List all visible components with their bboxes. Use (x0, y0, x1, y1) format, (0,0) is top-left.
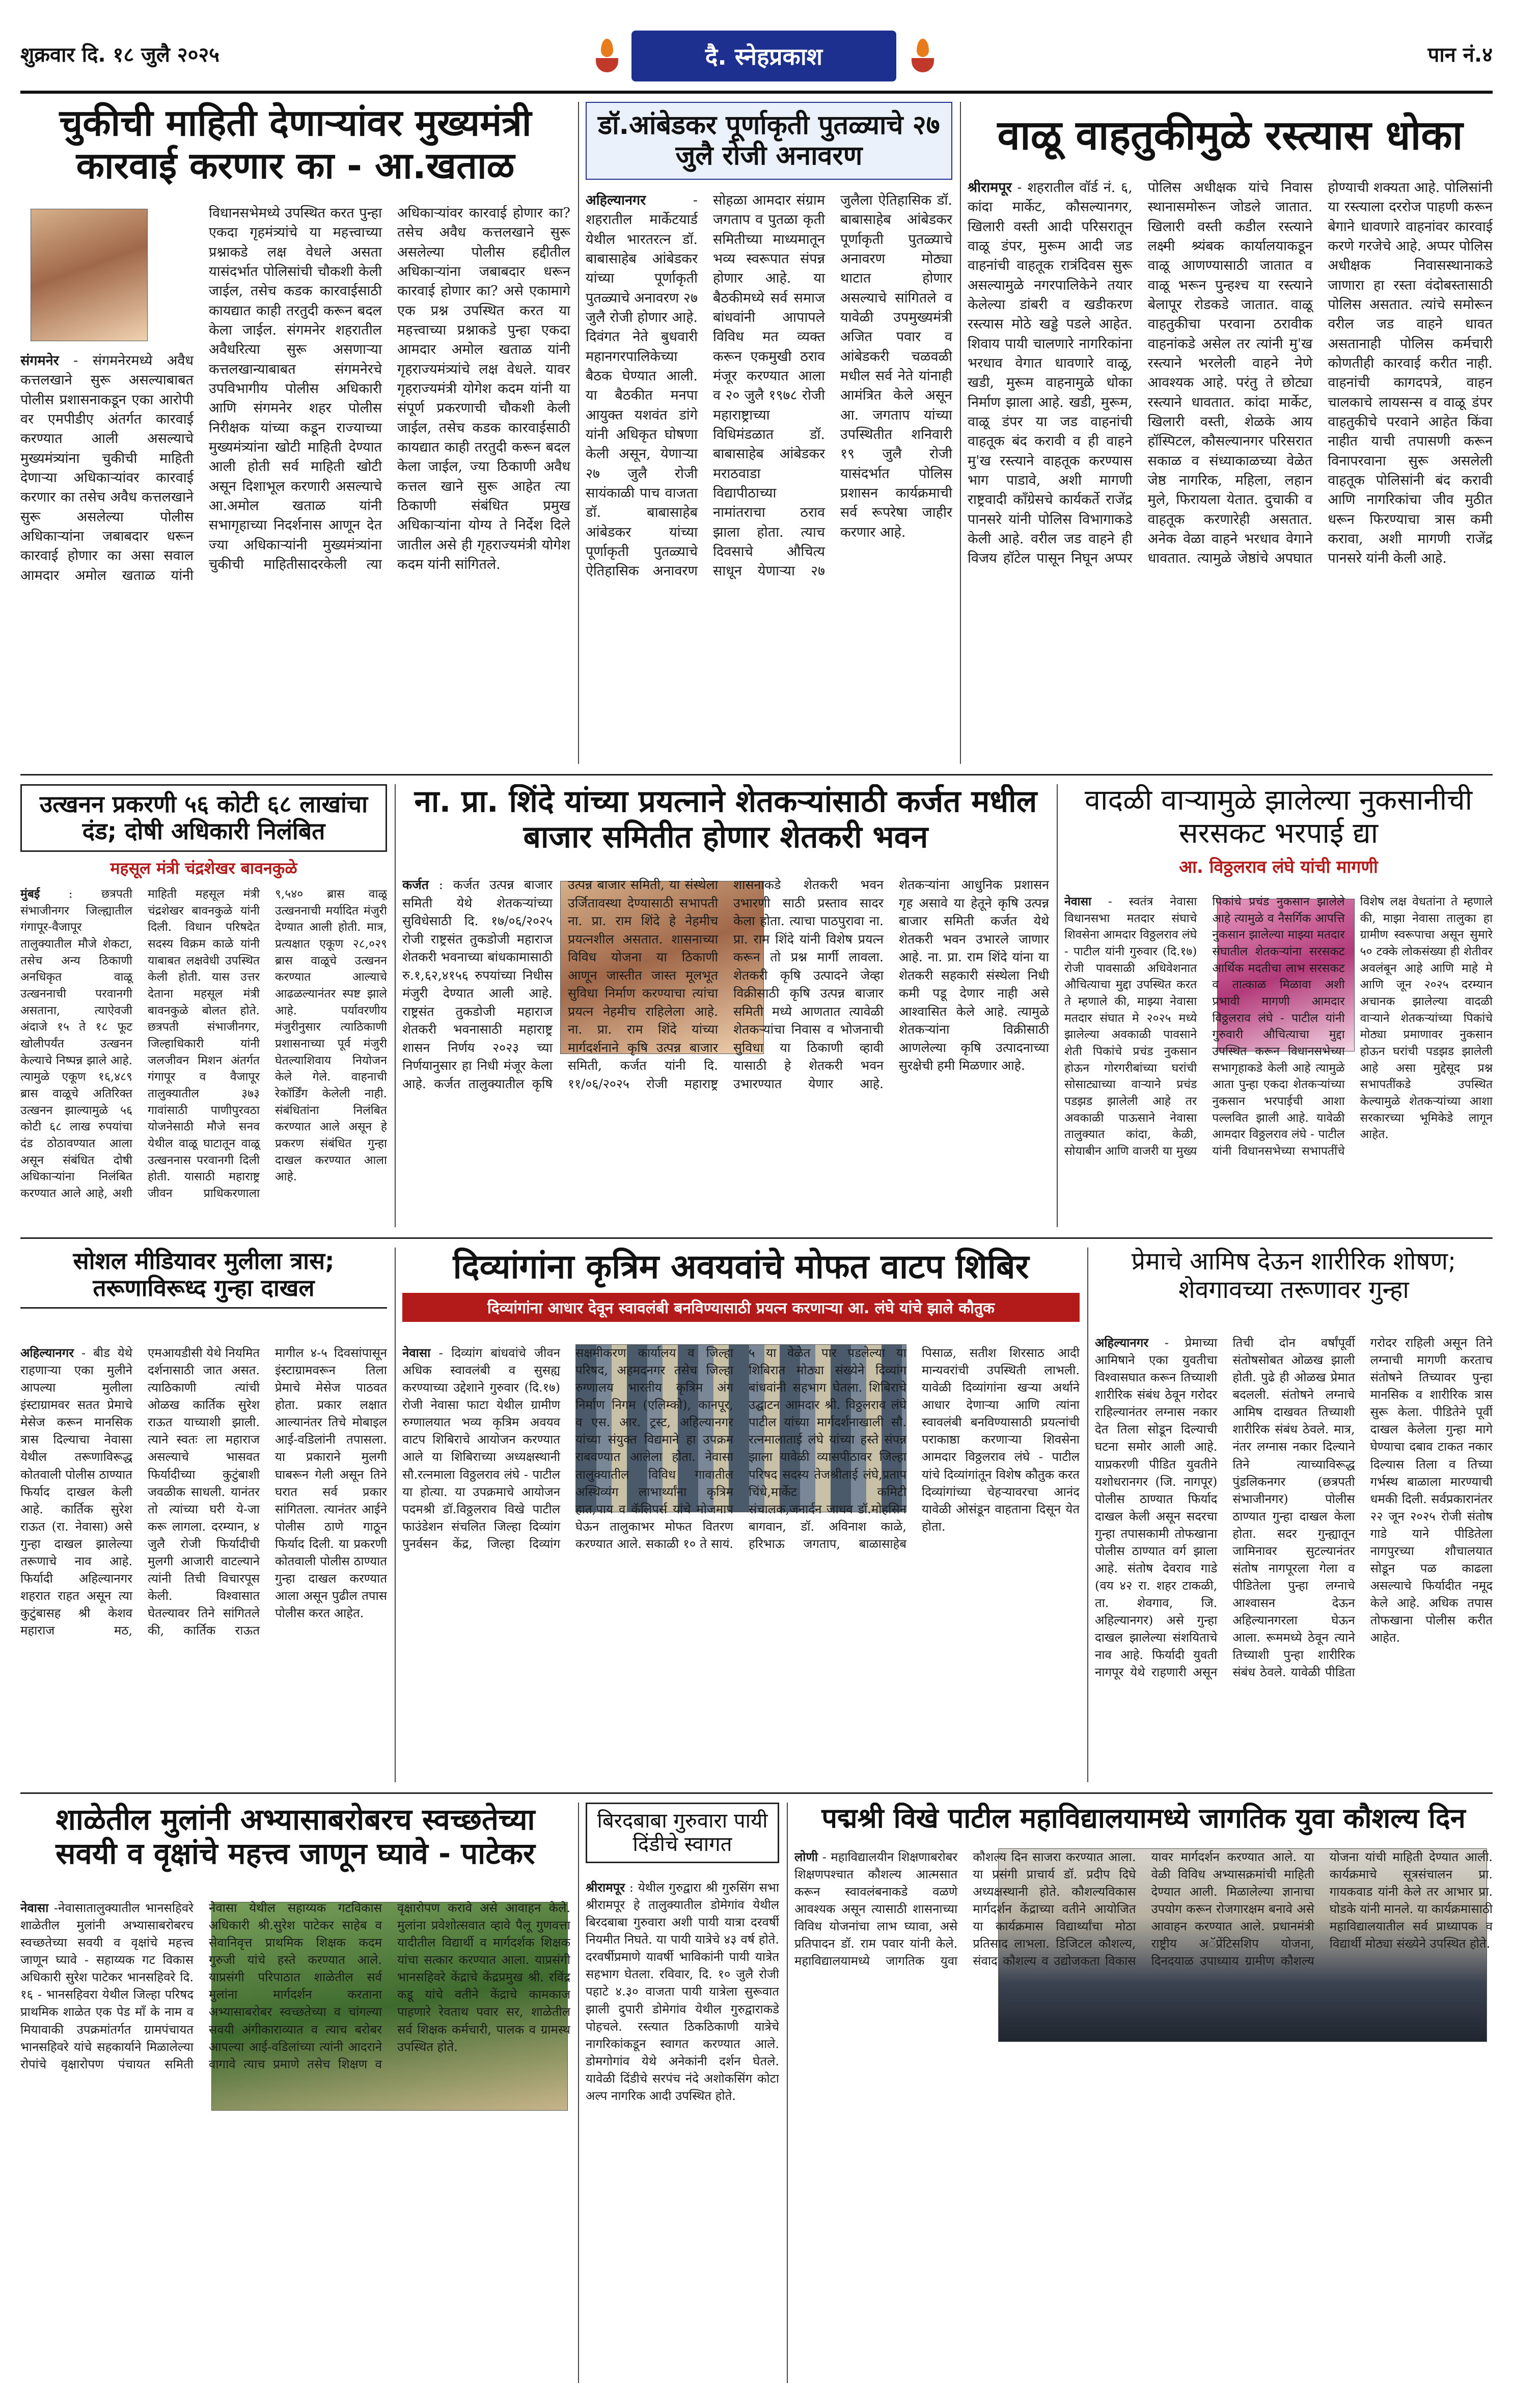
story-text: - शहरातील वॉर्ड नं. ६, कांदा मार्केट, कौसल्यानगर, खिलारी वस्ती आदी परिसरातून वाळू डंपर, मुरूम आदी जड वाहनांची वाहतूक रात्रंदिवस सुरू असल्यामुळे नगरपालिकेने तयार केलेल्या डांबरी व खडीकरण रस्त्यास मोठे खड्डे पडले आहेत. शिवाय पायी चालणारे नागरिकांना भरधाव वेगात धावणारे वाळू, खडी, मुरूम वाहनामुळे धोका निर्माण झाला आहे. खडी, मुरूम, वाळू डंपर या जड वाहनांची वाहतूक बंद करावी व ही वाहने मु'ख रस्त्याने वाहतूक करण्यास भाग पाडावे, अशी मागणी राष्ट्रवादी काँग्रेसचे कार्यकर्ते राजेंद्र पानसरे यांनी पोलिस विभागाकडे केली आहे. वरील जड वाहने ही विजय हॉटेल पासून निघून अप्पर पोलिस अधीक्षक यांचे निवास स्थानासमोरून जोडले जातात. खिलारी वस्ती कडील रस्त्याने लक्ष्मी श्र्यंबक कार्यालयाकडून वाळू आणण्यासाठी जातात व वाळू भरून पुन्हश्च या रस्त्याने बेलापूर रोडकडे जातात. वाळू वाहतुकीचा परवाना ठरावीक वाहनांकडे असेल तर त्यांनी मु'ख रस्त्याने भरलेली वाहने नेणे आवश्यक आहे. परंतु ते छोट्या रस्त्याने धावतात. कांदा मार्केट, खिलारी वस्ती, शेळके आय हॉस्पिटल, कौसल्यानगर परिसरात सकाळ व संध्याकाळच्या वेळेत जेष्ठ नागरिक, महिला, लहान मुले, फिरायला येतात. दुचाकी व वाहतूक करणारेही असतात. अनेक वेळा वाहने भरधाव वेगाने धावतात. त्यामुळे जेष्ठांचे अपघात होण्याची शक्यता आहे. पोलिसांनी या रस्त्याला दररोज पाहणी करून बेगाने धावणारे वाहनांवर कारवाई करणे गरजेचे आहे. अप्पर पोलिस अधीक्षक निवासस्थानाकडे जाणारा हा रस्ता वंदोबस्तासाठी पोलिस असतात. त्यांचे समोरून वरील जड वाहने धावत असतानाही पोलिस कर्मचारी कोणतीही कारवाई करीत नाही. वाहनांची कागदपत्रे, वाहन चालकाचे लायसन्स व वाळू डंपर वाहतुकीचे परवाने आहेत किंवा नाहीत याची तपासणी करून विनापरवाना सुरू असलेली वाहतूक पोलिसांनी बंद करावी आणि नागरिकांचा जीव मुठीत धरून फिरण्याचा त्रास कमी करावा, अशी मागणी राजेंद्र पानसरे यांनी केली आहे. (968, 180, 1493, 567)
story-headline: प्रेमाचे आमिष देऊन शारीरिक शोषण; शेवगावच्या तरूणावर गुन्हा (1131, 1248, 1456, 1304)
section-rule (20, 1792, 1493, 1794)
story-body (794, 1848, 1493, 2383)
story-headline: बिरदबाबा गुरुवारा पायी दिंडीचे स्वागत (586, 1803, 779, 1863)
column-rule (960, 102, 961, 764)
dateline: नेवासा (402, 1346, 431, 1360)
story-youth-skills-day (794, 1803, 1493, 2388)
column-rule (1057, 784, 1058, 1227)
story-text: : छत्रपती संभाजीनगर जिल्ह्यातील गंगापूर-वैजापूर तालुक्यातील मौजे शेकटा, तसेच अन्य ठिकाणी अनधिकृत वाळू उत्खननाची परवानगी असताना, त्याऐवजी अंदाजे १५ ते १८ फूट खोलीपर्यंत उत्खनन केल्याचे निष्पन्न झाले आहे. त्यामुळे एकूण १६,४८९ ब्रास वाळूचे अतिरिक्त उत्खनन झाल्यामुळे ५६ कोटी ६८ लाख रुपयांचा दंड ठोठावण्यात आला असून संबंधित दोषी अधिकाऱ्यांना निलंबित करण्यात आले आहे, अशी माहिती महसूल मंत्री चंद्रशेखर बावनकुळे यांनी दिली. विधान परिषदेत सदस्य विक्रम काळे यांनी याबाबत लक्षवेधी उपस्थित केली होती. यास उत्तर देताना महसूल मंत्री बावनकुळे बोलत होते. छत्रपती संभाजीनगर, जिल्हाधिकारी यांनी जलजीवन मिशन अंतर्गत गंगापूर व वैजापूर तालुक्यातील ३७३ गावांसाठी पाणीपुरवठा योजनेसाठी मौजे सनव येथील वाळू घाटातून वाळू उत्खननास परवानगी दिली होती. यासाठी महाराष्ट्र जीवन प्राधिकरणाला ९,५४० ब्रास वाळू उत्खननाची मर्यादित मंजुरी देण्यात आली होती. मात्र, प्रत्यक्षात एकूण २८,०२९ ब्रास वाळूचे उत्खनन करण्यात आल्याचे आढळल्यानंतर स्पष्ट झाले आहे. पर्यावरणीय मंजुरीनुसार त्याठिकाणी प्रशासनाच्या पूर्व मंजुरी घेतल्याशिवाय नियोजन केले गेले. वाहनाची रेकॉर्डिंग केलेली नाही. संबंधितांना निलंबित करण्यात आले असून हे प्रकरण संबंधित गुन्हा दाखल करण्यात आला आहे. (20, 888, 387, 1200)
section-rule (20, 774, 1493, 776)
column-rule (578, 102, 579, 764)
story-body (402, 876, 1049, 1227)
story-subheadline: आ. विठ्ठलराव लंघे यांची मागणी (1179, 856, 1378, 877)
story-storm-damage (1064, 784, 1493, 1232)
story-subheadline: महसूल मंत्री चंद्रशेखर बावनकुळे (110, 858, 297, 878)
dateline: नेवासा (1064, 895, 1092, 908)
column-rule (395, 784, 396, 1227)
story-body (20, 886, 387, 1227)
story-prosthetics-camp (402, 1248, 1080, 1787)
story-headline: डॉ.आंबेडकर पूर्णाकृती पुतळ्याचे २७ जुलै रोजी अनावरण (586, 102, 952, 180)
story-headline: दिव्यांगांना कृत्रिम अवयवांचे मोफत वाटप शिबिर (453, 1248, 1029, 1286)
masthead (20, 31, 1493, 87)
story-headline: पद्मश्री विखे पाटील महाविद्यालयामध्ये जागतिक युवा कौशल्य दिन (821, 1803, 1466, 1834)
column-rule (395, 1248, 396, 1782)
story-text: - शहरातील मार्केटयार्ड येथील भारतरत्न डॉ. बाबासाहेब आंबेडकर यांच्या पूर्णाकृती पुतळ्याचे अनावरण २७ जुलै रोजी होणार आहे. दिवंगत नेते बुधवारी महानगरपालिकेच्या बैठक घेण्यात आली. या बैठकीत मनपा आयुक्त यशवंत डांगे यांनी अधिकृत घोषणा केली असून, येणाऱ्या २७ जुलै रोजी सायंकाळी पाच वाजता डॉ. बाबासाहेब आंबेडकर यांच्या पूर्णाकृती पुतळ्याचे ऐतिहासिक अनावरण सोहळा आमदार संग्राम जगताप व पुतळा कृती समितीच्या माध्यमातून भव्य स्वरूपात संपन्न होणार आहे. या बैठकीमध्ये सर्व समाज बांधवांनी आपापले विविध मत व्यक्त करून एकमुखी ठराव मंजूर करण्यात आला व २० जुलै १९७८ रोजी महाराष्ट्राच्या विधिमंडळात डॉ. बाबासाहेब आंबेडकर मराठवाडा विद्यापीठाच्या नामांतराचा ठराव झाला होता. त्याच दिवसाचे औचित्य साधून येणाऱ्या २७ जुलैला ऐतिहासिक डॉ. बाबासाहेब आंबेडकर पूर्णाकृती पुतळ्याचे अनावरण मोठ्या थाटात होणार असल्याचे सांगितले व यावेळी उपमुख्यमंत्री अजित पवार व आंबेडकरी चळवळी मधील सर्व नेते यांनाही आमंत्रित केले असून आ. जगताप यांच्या उपस्थितीत शनिवारी १९ जुलै रोजी यासंदर्भात पोलिस प्रशासन कार्यक्रमाची सर्व रूपरेषा जाहीर करणार आहे. (586, 192, 952, 579)
story-body (586, 191, 952, 761)
story-headline: शाळेतील मुलांनी अभ्यासाबरोबरच स्वच्छतेच्या सवयी व वृक्षांचे महत्त्व जाणून घ्यावे - पाटेकर (56, 1803, 535, 1871)
story-headline: सोशल मीडियावर मुलीला त्रास; तरूणाविरूध्द गुन्हा दाखल (20, 1248, 387, 1309)
story-sand-transport (968, 102, 1493, 769)
story-headline: ना. प्रा. शिंदे यांच्या प्रयत्नाने शेतकऱ्यांसाठी कर्जत मधील बाजार समितीत होणार शेतकरी भवन (414, 784, 1037, 855)
lamp-icon (912, 39, 934, 75)
story-ambedkar (586, 102, 952, 769)
issue-date: शुक्रवार दि. १८ जुलै २०२५ (20, 43, 219, 67)
column-rule (1087, 1248, 1088, 1782)
story-body (20, 1344, 387, 1782)
story-dindi (586, 1803, 779, 2388)
story-headline: वादळी वाऱ्यामुळे झालेल्या नुकसानीची सरसकट भरपाई द्या (1084, 784, 1473, 850)
story-school-cleanliness (20, 1803, 570, 2388)
lamp-icon (596, 39, 618, 75)
story-body (586, 1879, 779, 2383)
story-social-media (20, 1248, 387, 1787)
story-body (20, 204, 570, 764)
column-rule (578, 1803, 579, 2383)
dateline: श्रीरामपूर (586, 1880, 625, 1895)
story-body (1064, 894, 1493, 1227)
dateline: अहिल्यानगर (1095, 1336, 1149, 1350)
story-khatal (20, 102, 570, 769)
story-excavation (20, 784, 387, 1232)
dateline: लोणी (794, 1850, 818, 1864)
dateline: कर्जत (402, 877, 429, 892)
story-text: -नेवासातालुक्यातील भानसहिवरे शाळेतील मुलांनी अभ्यासाबरोबरच स्वच्छतेच्या सवयी व वृक्षांचे महत्त्व जाणून घ्यावे - सहाय्यक गट विकास अधिकारी सुरेश पाटेकर भानसहिवरे दि. १६ - भानसहिवरा येथील जिल्हा परिषद प्राथमिक शाळेत एक पेड माँ के नाम व मियावाकी उपक्रमांतर्गत ग्रामपंचायत भानसहिवरे यांचे सहकार्याने मिळालेल्या रोपांचे वृक्षारोपण पंचायत समिती नेवासा येथील सहाय्यक गटविकास अधिकारी श्री.सुरेश पाटेकर साहेब व सेवानिवृत्त प्राथमिक शिक्षक कदम गुरुजी यांचे हस्ते करण्यात आले. याप्रसंगी परिपाठात शाळेतील सर्व मुलांना मार्गदर्शन करताना अभ्यासाबरोबर स्वच्छतेच्या व चांगल्या सवयी अंगीकाराव्यात व त्याच बरोबर आपल्या आई-वडिलांच्या त्यांनी आदराने वागावे त्याच प्रमाणे तसेच शिक्षण व वृक्षारोपण करावे असे आवाहन केले. मुलांना प्रवेशोत्सवात व्हावे पैलू गुणवत्ता यादीतील विद्यार्थी व मार्गदर्शक शिक्षक यांचा सत्कार करण्यात आला. याप्रसंगी भानसहिवरे केंद्राचे केंद्रप्रमुख श्री. रविंद्र कडू यांचे वतीने केंद्राचे कामकाज पाहणारे रेवताथ पवार सर, शाळेतील सर्व शिक्षक कर्मचारी, पालक व ग्रामस्थ उपस्थित होते. (20, 1901, 570, 2071)
story-headline: वाळू वाहतुकीमुळे रस्त्यास धोका (997, 112, 1463, 159)
newspaper-name: दै. स्नेहप्रकाश (705, 43, 823, 70)
story-text: - संगमनेरमध्ये अवैध कत्तलखाने सुरू असल्याबाबत पोलीस प्रशासनाकडून एका आरोपी वर एमपीडीए अंतर्गत कारवाई करण्यात आली असल्याचे मुख्यमंत्र्यांना चुकीची माहिती देणाऱ्या अधिकाऱ्यांवर कारवाई करणार का तसेच अवैध कत्तलखाने सुरू असलेल्या पोलीस अधिकाऱ्यांना जबाबदार धरून कारवाई होणार का असा सवाल आमदार अमोल खताळ यांनी विधानसभेमध्ये उपस्थित करत पुन्हा एकदा गृहमंत्र्यांचे या महत्त्वाच्या प्रश्नाकडे लक्ष वेधले असता यासंदर्भात पोलिसांची चौकशी केली जाईल, तसेच कडक कारवाईसाठी कायद्यात काही तरतुदी करून बदल केला जाईल. संगमनेर शहरातील अवैधरित्या सुरू असणाऱ्या कत्तलखान्याबाबत संगमनेरचे उपविभागीय पोलीस अधिकारी आणि संगमनेर शहर पोलीस निरीक्षक यांच्या कडून राज्याच्या मुख्यमंत्र्यांना खोटी माहिती देण्यात आली होती सर्व माहिती खोटी असून दिशाभूल करणारी असल्याचे आ.अमोल खताळ यांनी सभागृहाच्या निदर्शनास आणून देत ज्या अधिकाऱ्यांनी मुख्यमंत्र्यांना चुकीची माहितीसादरकेली त्या अधिकाऱ्यांवर कारवाई होणार का? तसेच अवैध कत्तलखाने सुरू असलेल्या पोलीस हद्दीतील अधिकाऱ्यांना जबाबदार धरून कारवाई होणार का? असे एकामागे एक प्रश्न उपस्थित करत या महत्त्वाच्या प्रश्नाकडे पुन्हा एकदा आमदार अमोल खताळ यांनी गृहराज्यमंत्र्यांचे लक्ष वेधले. यावर गृहराज्यमंत्री योगेश कदम यांनी या संपूर्ण प्रकरणाची चौकशी केली जाईल, तसेच कडक कारवाईसाठी कायद्यात काही तरतुदी करून बदल केला जाईल, ज्या ठिकाणी अवैध कत्तल खाने सुरू आहेत त्या ठिकाणी संबंधित प्रमुख अधिकाऱ्यांना योग्य ते निर्देश दिले जातील असे ही गृहराज्यमंत्री योगेश कदम यांनी सांगितले. (20, 205, 570, 584)
dateline: संगमनेर (20, 353, 59, 369)
page-number: पान नं.४ (1427, 43, 1493, 67)
story-headline: चुकीची माहिती देणाऱ्यांवर मुख्यमंत्री कारवाई करणार का - आ.खताळ (59, 102, 532, 187)
column-rule (787, 1803, 788, 2383)
dateline: श्रीरामपूर (968, 180, 1012, 196)
story-text: - प्रेमाच्या आमिषाने एका युवतीचा विश्वासघात करून तिच्याशी शारीरिक संबंध ठेवून गरोदर राहिल्यानंतर लग्नास नकार देत तिला सोडून दिल्याची घटना समोर आली आहे. याप्रकरणी पीडित युवतीने यशोधरानगर (जि. नागपूर) पोलीस ठाण्यात फिर्याद दाखल केली असून सदरचा गुन्हा तपासकामी तोफखाना पोलीस ठाण्यात वर्ग झाला आहे. संतोष देवराव गाडे (वय ४२ रा. शहर टाकळी, ता. शेवगाव, जि. अहिल्यानगर) असे गुन्हा दाखल झालेल्या संशयिताचे नाव आहे. फिर्यादी युवती नागपूर येथे राहणारी असून तिची दोन वर्षांपूर्वी संतोषसोबत ओळख झाली होती. पुढे ही ओळख प्रेमात बदलली. संतोषने लग्नाचे आमिष दाखवत तिच्याशी शारीरिक संबंध ठेवले. मात्र, नंतर लग्नास नकार दिल्याने तिने त्याच्याविरूद्ध पुंडलिकनगर (छत्रपती संभाजीनगर) पोलीस ठाण्यात गुन्हा दाखल केला होता. सदर गुन्ह्यातून जामिनावर सुटल्यानंतर संतोष नागपूरला गेला व पीडितेला पुन्हा लग्नाचे आश्वासन देऊन अहिल्यानगरला घेऊन आला. रूममध्ये ठेवून त्याने तिच्याशी पुन्हा शारीरिक संबंध ठेवले. यावेळी पीडिता गरोदर राहिली असून तिने लग्नाची मागणी करताच संतोषने तिच्यावर पुन्हा मानसिक व शारीरिक त्रास सुरू केला. पीडितेने पूर्वी दाखल केलेला गुन्हा मागे घेण्याचा दबाव टाकत नकार दिल्यास तिला व तिच्या गर्भस्थ बाळाला मारण्याची धमकी दिली. सर्वप्रकारानंतर २२ जून २०२५ रोजी संतोष गाडे याने पीडितेला नागपुरच्या शौचालयात सोडून पळ काढला असल्याचे फिर्यादीत नमूद केले आहे. अधिक तपास तोफखाना पोलीस करीत आहेत. (1095, 1336, 1493, 1680)
story-body (402, 1344, 1080, 1782)
highlight-band: दिव्यांगांना आधार देवून स्वावलंबी बनविण्यासाठी प्रयत्न करणाऱ्या आ. लंघे यांचे झाले कौतुक (402, 1293, 1080, 1322)
story-body (1095, 1334, 1493, 1782)
dateline: अहिल्यानगर (586, 192, 646, 208)
dateline: मुंबई (20, 888, 40, 901)
story-body (20, 1899, 570, 2383)
story-text: - बीड येथे राहणाऱ्या एका मुलीने आपल्या मुलीला इंस्टाग्रामवर सतत प्रेमाचे मेसेज करून मानसिक त्रास दिल्याचा नेवासा येथील तरूणाविरूद्ध कोतवाली पोलीस ठाण्यात फिर्याद दाखल केली आहे. कार्तिक सुरेश राऊत (रा. नेवासा) असे गुन्हा दाखल झालेल्या तरूणाचे नाव आहे. फिर्यादी अहिल्यानगर शहरात राहत असून त्या कुटुंबासह श्री केशव महाराज मठ, एमआयडीसी येथे नियमित दर्शनासाठी जात असत. त्याठिकाणी त्यांची ओळख कार्तिक सुरेश राऊत याच्याशी झाली. त्याने स्वतः ला महाराज असल्याचे भासवत फिर्यादीच्या कुटुंबाशी जवळीक साधली. यानंतर तो त्यांच्या घरी ये-जा करू लागला. दरम्यान, ४ जुलै रोजी फिर्यादीची मुलगी आजारी वाटल्याने त्यांनी तिची विचारपूस केली. विश्वासात घेतल्यावर तिने सांगितले की, कार्तिक राऊत मागील ४-५ दिवसांपासून इंस्टाग्रामवरून तिला प्रेमाचे मेसेज पाठवत होता. प्रकार लक्षात आल्यानंतर तिचे मोबाइल आई-वडिलांनी तपासला. या प्रकाराने मुलगी घाबरून गेली असून तिने घरात सर्व प्रकार सांगितला. त्यानंतर आईने पोलीस ठाणे गाठून फिर्याद दिली. या प्रकरणी कोतवाली पोलीस ठाण्यात गुन्हा दाखल करण्यात आला असून पुढील तपास पोलीस करत आहेत. (20, 1346, 387, 1638)
dateline: अहिल्यानगर (20, 1346, 74, 1360)
section-rule (20, 1237, 1493, 1239)
story-headline: उत्खनन प्रकरणी ५६ कोटी ६८ लाखांचा दंड; दोषी अधिकारी निलंबित (20, 784, 387, 852)
story-text: - स्वतंत्र नेवासा विधानसभा मतदार संघाचे शिवसेना आमदार विठ्ठलराव लंघे - पाटील यांनी गुरुवार (दि.१७) रोजी पावसाळी अधिवेशनात औचित्याचा मुद्दा उपस्थित करत ते म्हणाले की, माझ्या नेवासा मतदार संघात मे २०२५ मध्ये झालेल्या अवकाळी पावसाने शेती पिकांचे प्रचंड नुकसान होऊन गोरगरीबांच्या घरांची सोसाट्याच्या वाऱ्याने प्रचंड पडझड झालेली आहे तर अवकाळी पाऊसाने नेवासा तालुक्यात कांदा, केळी, सोयाबीन आणि वाजरी या मुख्य पिकांचे प्रचंड नुकसान झालेले आहे त्यामुळे व नैसर्गिक आपत्ति नुकसान झालेल्या माझ्या मतदार संघातील शेतकऱ्यांना सरसकट आर्थिक मदतीचा लाभ सरसकट व तात्काळ मिळावा अशी प्रभावी मागणी आमदार विठ्ठलराव लंघे - पाटील यांनी गुरुवारी औचित्याचा मुद्दा उपस्थित करून विधानसभेच्या सभागृहाकडे केली आहे त्यामुळे आता पुन्हा एकदा शेतकऱ्यांच्या नुकसान भरपाईची आशा पल्लवित झाली आहे. यावेळी आमदार विठ्ठलराव लंघे - पाटील यांनी विधानसभेच्या सभापतींचे विशेष लक्ष वेधतांना ते म्हणाले की, माझा नेवासा तालुका हा ग्रामीण स्वरूपाचा असून सुमारे ५० टक्के लोकसंख्या ही शेतीवर अवलंबून आहे आणि माहे मे आणि जून २०२५ दरम्यान अचानक झालेल्या वादळी वाऱ्याने शेतकऱ्यांच्या पिकांचे मोठ्या प्रमाणावर नुकसान होऊन घरांची पडझड झालेली आहे असा मुद्देसूद प्रश्न सभापतींकडे उपस्थित केल्यामुळे शेतकऱ्यांच्या आशा सरकारच्या भूमिकेडे लागून आहेत. (1064, 895, 1493, 1158)
masthead-rule (20, 91, 1493, 94)
story-body (968, 178, 1493, 764)
story-farmer-bhavan (402, 784, 1049, 1232)
dateline: नेवासा (20, 1901, 49, 1915)
newspaper-nameplate (631, 31, 896, 81)
story-text: - महाविद्यालयीन शिक्षणाबरोबर शिक्षणपश्चात कौशल्य आत्मसात करून स्वावलंबनाकडे वळणे आवश्यक असून त्यासाठी शासनाच्या विविध योजनांचा लाभ घ्यावा, असे प्रतिपादन डॉ. राम पवार यांनी केले. महाविद्यालयामध्ये जागतिक युवा कौशल्य दिन साजरा करण्यात आला. या प्रसंगी प्राचार्य डॉ. प्रदीप दिघे अध्यक्षस्थानी होते. कौशल्यविकास मार्गदर्शन केंद्राच्या वतीने आयोजित या कार्यक्रमास विद्यार्थ्यांचा मोठा प्रतिसाद लाभला. डिजिटल कौशल्य, संवाद कौशल्य व उद्योजकता विकास यावर मार्गदर्शन करण्यात आले. या वेळी विविध अभ्यासक्रमांची माहिती देण्यात आली. मिळालेल्या ज्ञानाचा उपयोग करून रोजगारक्षम बनावे असे आवाहन करण्यात आले. प्रधानमंत्री राष्ट्रीय अॅप्रेंटिसशिप योजना, दिनदयाळ उपाध्याय ग्रामीण कौशल्य योजना यांची माहिती देण्यात आली. कार्यक्रमाचे सूत्रसंचालन प्रा. गायकवाड यांनी केले तर आभार प्रा. घोडके यांनी मानले. या कार्यक्रमासाठी महाविद्यालयातील सर्व प्राध्यापक व विद्यार्थी मोठ्या संख्येने उपस्थित होते. (794, 1850, 1493, 1969)
story-text: : कर्जत उत्पन्न बाजार समिती येथे शेतकऱ्यांच्या सुविधेसाठी दि. १७/०६/२०२५ रोजी राष्ट्रसंत तुकडोजी महाराज शेतकरी भवनाच्या बांधकामासाठी रु.१,६२,४१५६ रुपयांच्या निधीस मंजुरी देण्यात आली आहे. राष्ट्रसंत तुकडोजी महाराज शेतकरी भवनासाठी महाराष्ट्र शासन निर्णय २०२३ च्या निर्णयानुसार हा निधी मंजूर केला आहे. कर्जत तालुक्यातील कृषि उत्पन्न बाजार समिती, या संस्थेला उर्जितावस्था देण्यासाठी सभापती ना. प्रा. राम शिंदे हे नेहमीच प्रयत्नशील असतात. शासनाच्या विविध योजना या ठिकाणी आणून जास्तीत जास्त मूलभूत सुविधा निर्माण करण्याचा त्यांचा प्रयत्न नेहमीच राहिलेला आहे. ना. प्रा. राम शिंदे यांच्या मार्गदर्शनाने कृषि उत्पन्न बाजार समिती, कर्जत यांनी दि. ११/०६/२०२५ रोजी महाराष्ट्र शासनाकडे शेतकरी भवन उभारणी साठी प्रस्ताव सादर केला होता. त्याचा पाठपुरावा ना. प्रा. राम शिंदे यांनी विशेष प्रयत्न करून तो प्रश्न मार्गी लावला. शेतकरी कृषि उत्पादने जेव्हा विक्रीसाठी कृषि उत्पन्न बाजार समिती मध्ये आणतात त्यावेळी शेतकऱ्यांचा निवास व भोजनाची सुविधा या ठिकाणी व्हावी यासाठी हे शेतकरी भवन उभारण्यात येणार आहे. शेतकऱ्यांना आधुनिक प्रशासन गृह असावे या हेतूने कृषि उत्पन्न बाजार समिती कर्जत येथे शेतकरी भवन उभारले जाणार आहे. ना. प्रा. राम शिंदे यांना या शेतकरी सहकारी संस्थेला निधी कमी पडू देणार नाही असे आश्वासित केले आहे. त्यामुळे शेतकऱ्यांना विक्रीसाठी आणलेल्या कृषि उत्पादनाच्या सुरक्षेची हमी मिळणार आहे. (402, 877, 1049, 1091)
story-text: - दिव्यांग बांधवांचे जीवन अधिक स्वावलंबी व सुसह्य करण्याच्या उद्देशाने गुरुवार (दि.१७) रोजी नेवासा फाटा येथील ग्रामीण रुग्णालयात भव्य कृत्रिम अवयव वाटप शिबिराचे आयोजन करण्यात आले या शिबिराच्या अध्यक्षस्थानी सौ.रत्नमाला विठ्ठलराव लंघे - पाटील या होत्या. या उपक्रमाचे आयोजन पदमश्री डॉ.विठ्ठलराव विखे पाटील फाउंडेशन संचलित जिल्हा दिव्यांग पुनर्वसन केंद्र, जिल्हा दिव्यांग सक्षमीकरण कार्यालय व जिल्हा परिषद, अहमदनगर तसेच जिल्हा रुग्णालय भारतीय कृत्रिम अंग निर्माण निगम (एलिम्को), कानपूर, व एस. आर. ट्रस्ट, अहिल्यानगर यांच्या संयुक्त विद्यमाने हा उपक्रम राबवण्यात आलेला होता. नेवासा तालुक्यातील विविध गावातील अस्थिव्यंग लाभार्थ्यांना कृत्रिम हात,पाय व कॅलिपर्स यांचे मोजमाप घेऊन तालुकाभर मोफत वितरण करण्यात आले. सकाळी १० ते सायं. ५ या वेळेत पार पडलेल्या या शिबिरात मोठ्या संख्येने दिव्यांग बांधवांनी सहभाग घेतला. शिबिराचे उद्घाटन आमदार श्री. विठ्ठलराव लंघे पाटील यांच्या मार्गदर्शनाखाली सौ. रत्नमालाताई लंघे यांच्या हस्ते संपन्न झाला यावेळी व्यासपीठावर जिल्हा परिषद सदस्य तेजश्रीताई लंघे,प्रताप चिंधे,मार्केट कमिटी संचालक,जनार्दन जाधव डॉ.मोहसिन बागवान, डॉ. अविनाश काळे, हरिभाऊ जगताप, बाळासाहेब पिसाळ, सतीश शिरसाठ आदी मान्यवरांची उपस्थिती लाभली. यावेळी दिव्यांगांना खऱ्या अर्थाने आधार देणाऱ्या आणि त्यांना स्वावलंबी बनविण्यासाठी प्रयत्नांची पराकाष्ठा करणाऱ्या शिवसेना आमदार विठ्ठलराव लंघे - पाटील यांचे दिव्यांगांतून विशेष कौतुक करत दिव्यांगांच्या चेहऱ्यावरचा आनंद यावेळी ओसंडून वाहताना दिसून येत होता. (402, 1346, 1080, 1551)
story-text: : येथील गुरुद्वारा श्री गुरुसिंग सभा श्रीरामपूर हे तालुक्यातील डोमेगांव येथील बिरदबाबा गुरुवारा अशी पायी यात्रा दरवर्षी नियमीत निघते. या पायी यात्रेचे ४३ वर्ष होते. दरवर्षीप्रमाणे यावर्षी भाविकांनी पायी यात्रेत सहभाग घेतला. रविवार, दि. १० जुलै रोजी पहाटे ४.३० वाजता पायी यात्रेला सुरूवात झाली दुपारी डोमेगांव येथील गुरुद्वाराकडे पोहचले. रस्त्यात ठिकठिकाणी यात्रेचे नागरिकांकडून स्वागत करण्यात आले. डोमगोगांव येथे अनेकांनी दर्शन घेतले. यावेळी दिंडीचे सरपंच नंदे अशोकसिंग कोटा अल्प नागरिक आदी उपस्थित होते. (586, 1880, 779, 2103)
story-exploitation (1095, 1248, 1493, 1787)
